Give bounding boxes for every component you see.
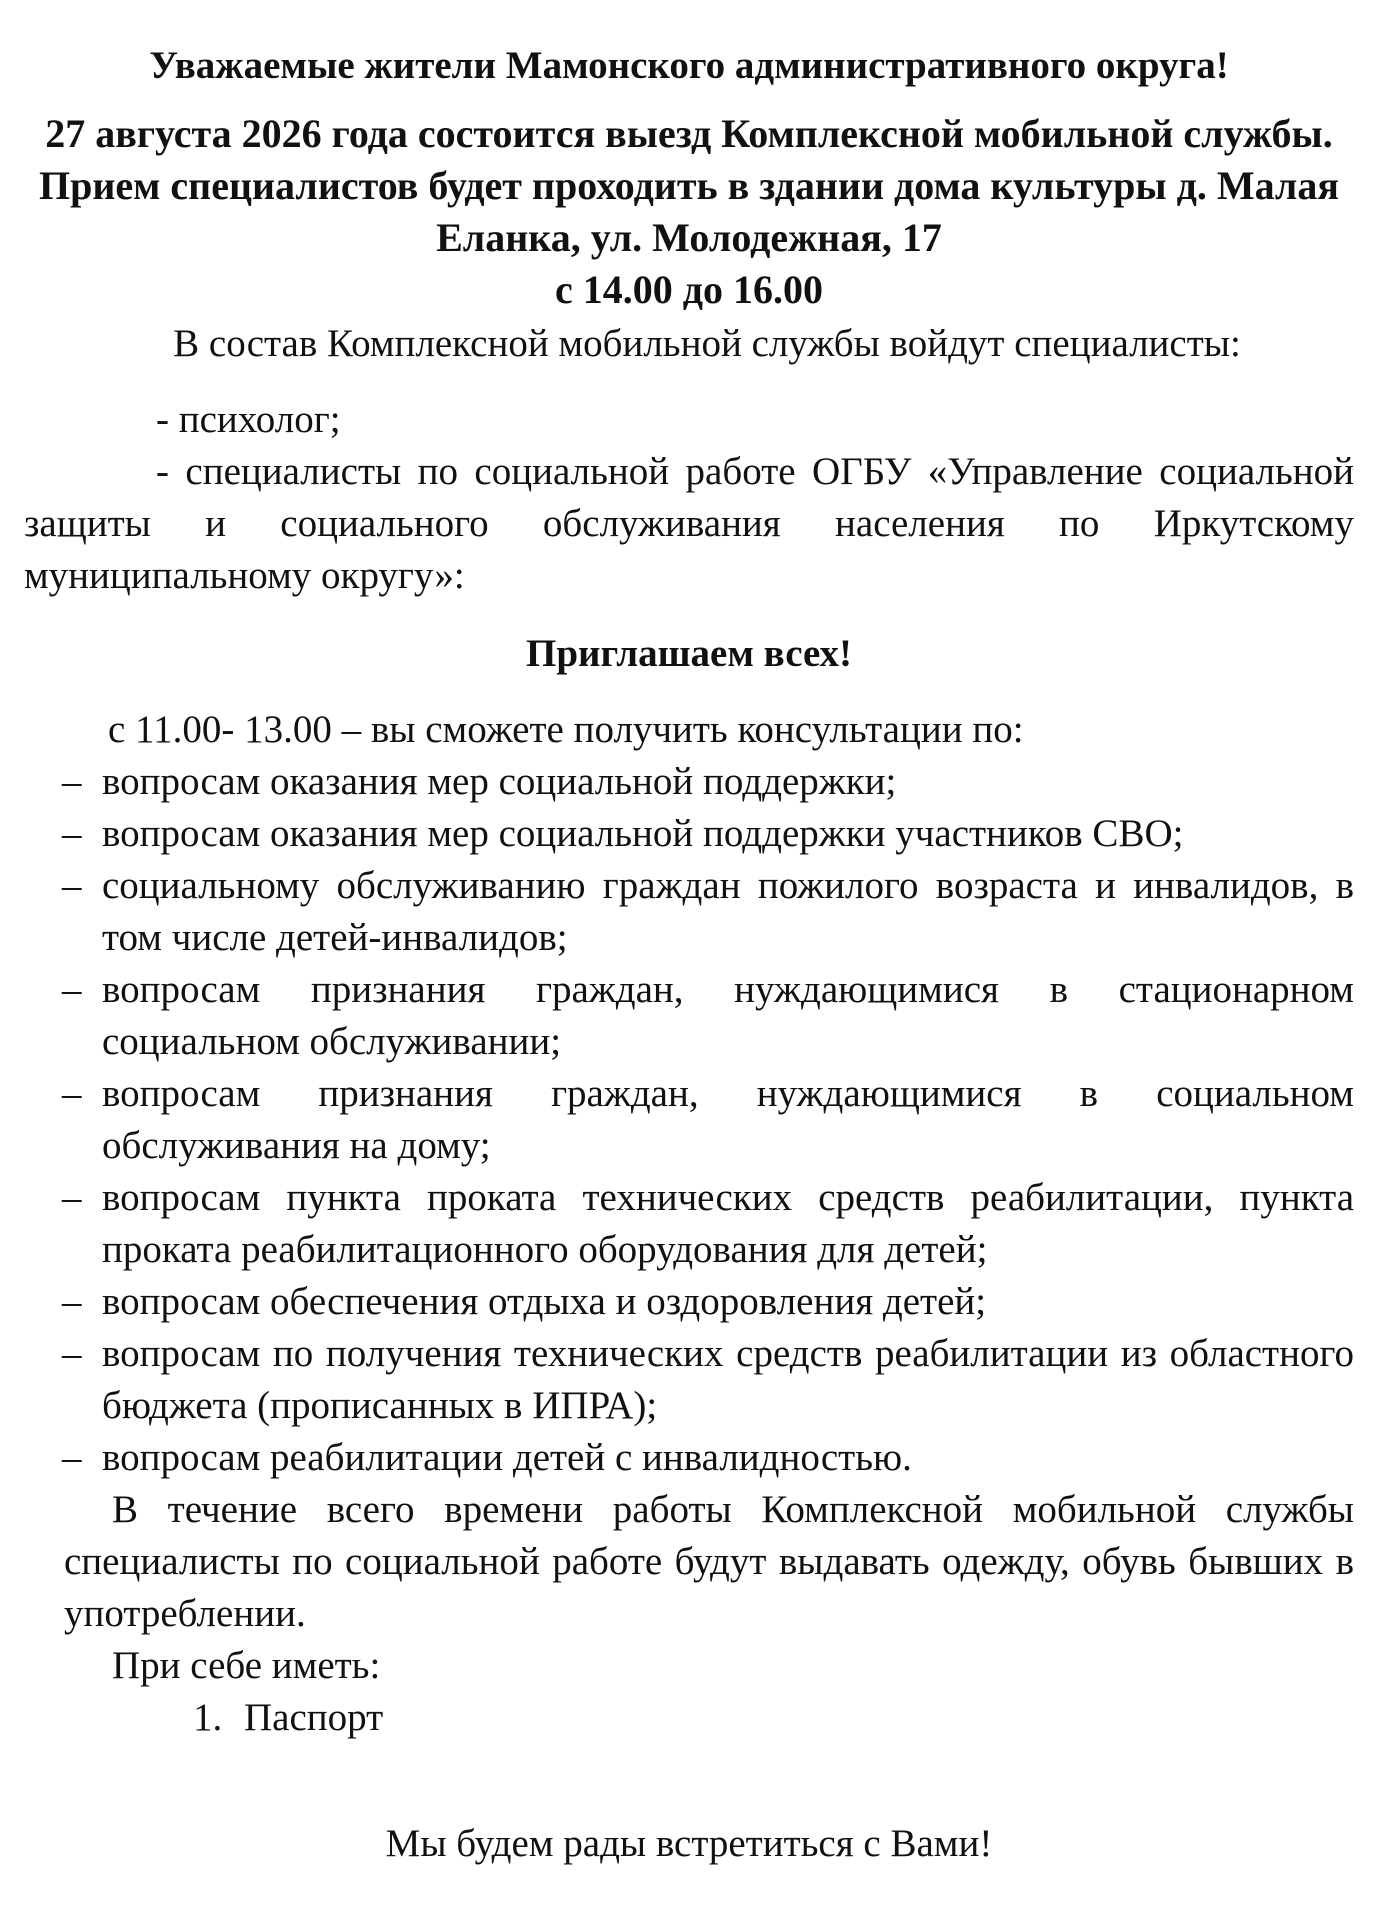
list-item: 1. Паспорт: [232, 1692, 1354, 1744]
list-item: – социальному обслуживанию граждан пожилого возраста и инвалидов, в том числе детей-инвалидов;: [102, 860, 1354, 964]
list-item: – вопросам реабилитации детей с инвалидностью.: [102, 1432, 1354, 1484]
list-item: – вопросам признания граждан, нуждающимися в стационарном социальном обслуживании;: [102, 964, 1354, 1068]
announcement-date-line: 27 августа 2026 года состоится выезд Комплексной мобильной службы.: [45, 111, 1333, 156]
bring-intro: При себе иметь:: [112, 1644, 381, 1687]
greeting-heading: Уважаемые жители Мамонского административного округа!: [149, 44, 1229, 87]
list-item: – вопросам признания граждан, нуждающимися в социальном обслуживания на дому;: [102, 1068, 1354, 1172]
list-item: – вопросам оказания мер социальной поддержки участников СВО;: [102, 808, 1354, 860]
composition-intro: В состав Комплексной мобильной службы войдут специалисты:: [173, 322, 1241, 365]
specialist-social-workers: - специалисты по социальной работе ОГБУ «Управление социальной защиты и социального обслуживания населения по Иркутскому муниципальному округу»:: [24, 450, 1354, 597]
clothes-note: В течение всего времени работы Комплексной мобильной службы специалисты по социальной работе будут выдавать одежду, обувь бывших в употреблении.: [64, 1488, 1354, 1635]
announcement-time: с 14.00 до 16.00: [555, 267, 823, 312]
invite-heading: Приглашаем всех!: [526, 632, 852, 675]
list-item: – вопросам по получения технических средств реабилитации из областного бюджета (прописанных в ИПРА);: [102, 1328, 1354, 1432]
list-item: – вопросам обеспечения отдыха и оздоровления детей;: [102, 1276, 1354, 1328]
specialist-psychologist: - психолог;: [156, 398, 341, 441]
consultation-topics-list: [24, 756, 1354, 1484]
list-item: – вопросам оказания мер социальной поддержки;: [102, 756, 1354, 808]
required-documents-list: [24, 1692, 1354, 1744]
announcement-location: Прием специалистов будет проходить в здании дома культуры д. Малая Еланка, ул. Молодежная, 17: [38, 163, 1340, 260]
list-item: – вопросам пункта проката технических средств реабилитации, пункта проката реабилитационного оборудования для детей;: [102, 1172, 1354, 1276]
closing-line: Мы будем рады встретиться с Вами!: [385, 1822, 993, 1865]
consultation-intro: с 11.00- 13.00 – вы сможете получить консультации по:: [108, 708, 1024, 751]
